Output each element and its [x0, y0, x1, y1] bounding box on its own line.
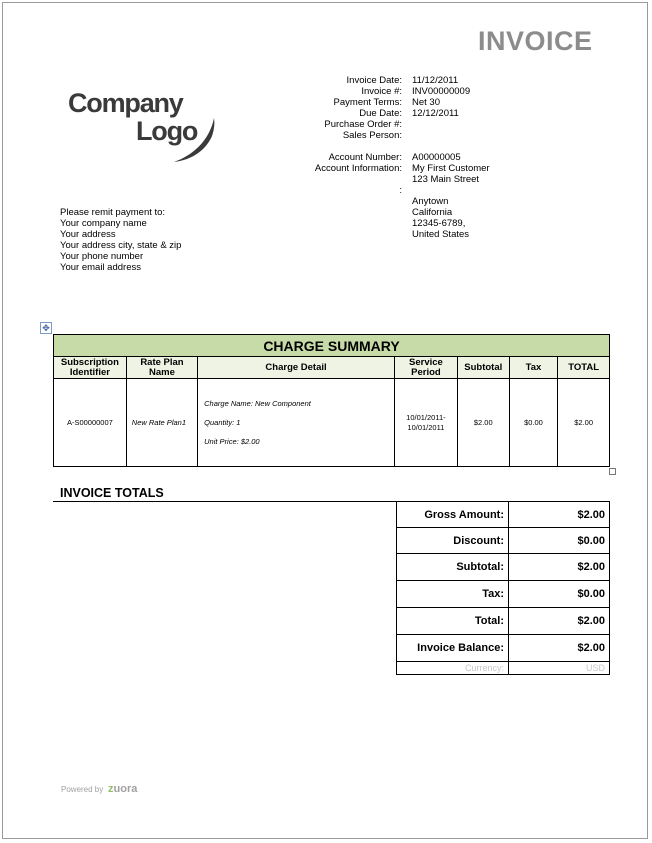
account-label: Account Number: [328, 152, 402, 163]
charge-name-line: Charge Name: New Component [204, 399, 311, 408]
col-service-period: Service Period [394, 357, 457, 379]
remit-to [60, 207, 181, 273]
meta-value: 11/12/2011 [412, 75, 459, 86]
totals-value: $2.00 [509, 635, 610, 662]
account-value: My First Customer [412, 163, 490, 174]
totals-label: Tax: [397, 581, 509, 608]
account-label: Account Information: [314, 163, 402, 174]
table-move-handle-icon[interactable]: ✥ [40, 322, 52, 334]
invoice-totals-table [396, 501, 610, 675]
col-rate-plan: Rate Plan Name [126, 357, 197, 379]
meta-label: Payment Terms: [333, 97, 402, 108]
unit-price-line: Unit Price: $2.00 [204, 437, 260, 446]
currency-value: USD [509, 662, 610, 675]
totals-row [397, 502, 610, 528]
table-resize-handle[interactable] [609, 468, 616, 475]
totals-row [397, 554, 610, 581]
totals-value: $2.00 [509, 608, 610, 635]
account-value: California [412, 207, 453, 218]
account-label: : [399, 185, 402, 196]
col-charge-detail: Charge Detail [198, 357, 395, 379]
currency-label: Currency: [397, 662, 509, 675]
totals-label: Discount: [397, 528, 509, 554]
meta-label: Due Date: [359, 108, 402, 119]
company-logo [68, 88, 218, 168]
logo-line-1: Company [68, 88, 183, 118]
meta-value: 12/12/2011 [412, 108, 459, 119]
totals-label: Total: [397, 608, 509, 635]
logo-line-2: Logo [136, 116, 198, 146]
totals-value: $0.00 [509, 581, 610, 608]
remit-line: Your address [60, 229, 116, 240]
totals-label: Subtotal: [397, 554, 509, 581]
quantity-line: Quantity: 1 [204, 418, 241, 427]
account-value: 12345-6789, [412, 218, 466, 229]
remit-line: Your phone number [60, 251, 144, 262]
totals-row [397, 608, 610, 635]
account-value: Anytown [412, 196, 449, 207]
totals-row [397, 528, 610, 554]
account-value: 123 Main Street [412, 174, 480, 185]
meta-label: Invoice #: [361, 86, 402, 97]
charge-summary-table [53, 334, 610, 467]
totals-label: Gross Amount: [397, 502, 509, 528]
meta-value: INV00000009 [412, 86, 471, 97]
meta-label: Sales Person: [342, 130, 402, 141]
account-value: United States [412, 229, 470, 240]
remit-line: Your address city, state & zip [60, 240, 182, 251]
cell-total: $2.00 [558, 379, 610, 467]
meta-label: Purchase Order #: [324, 119, 402, 130]
table-row [54, 379, 610, 467]
cell-service-period: 10/01/2011-10/01/2011 [394, 379, 457, 467]
cell-subtotal: $2.00 [457, 379, 509, 467]
cell-subscription: A-S00000007 [54, 379, 127, 467]
invoice-title: INVOICE [478, 26, 593, 56]
cell-rate-plan: New Rate Plan1 [126, 379, 197, 467]
currency-row [397, 662, 610, 675]
totals-row [397, 635, 610, 662]
charge-summary-title: CHARGE SUMMARY [54, 335, 610, 357]
col-total: TOTAL [558, 357, 610, 379]
remit-line: Your company name [60, 218, 147, 229]
account-info [262, 152, 512, 242]
zuora-wordmark: uora [113, 783, 138, 795]
cell-tax: $0.00 [509, 379, 558, 467]
totals-value: $0.00 [509, 528, 610, 554]
powered-by-label: Powered by [61, 785, 104, 794]
totals-value: $2.00 [509, 502, 610, 528]
col-tax: Tax [509, 357, 558, 379]
totals-label: Invoice Balance: [397, 635, 509, 662]
zuora-logo [108, 783, 137, 795]
cell-charge-detail [198, 379, 395, 467]
invoice-totals-title: INVOICE TOTALS [60, 486, 164, 500]
meta-value: Net 30 [412, 97, 440, 108]
meta-label: Invoice Date: [346, 75, 402, 86]
totals-value: $2.00 [509, 554, 610, 581]
col-subscription: Subscription Identifier [54, 357, 127, 379]
invoice-meta [262, 75, 512, 145]
account-value: A00000005 [412, 152, 461, 163]
zuora-z-mark: z [108, 783, 114, 795]
remit-line: Please remit payment to: [60, 207, 166, 218]
totals-row [397, 581, 610, 608]
logo-swoosh-icon [172, 116, 218, 164]
col-subtotal: Subtotal [457, 357, 509, 379]
remit-line: Your email address [60, 262, 141, 273]
